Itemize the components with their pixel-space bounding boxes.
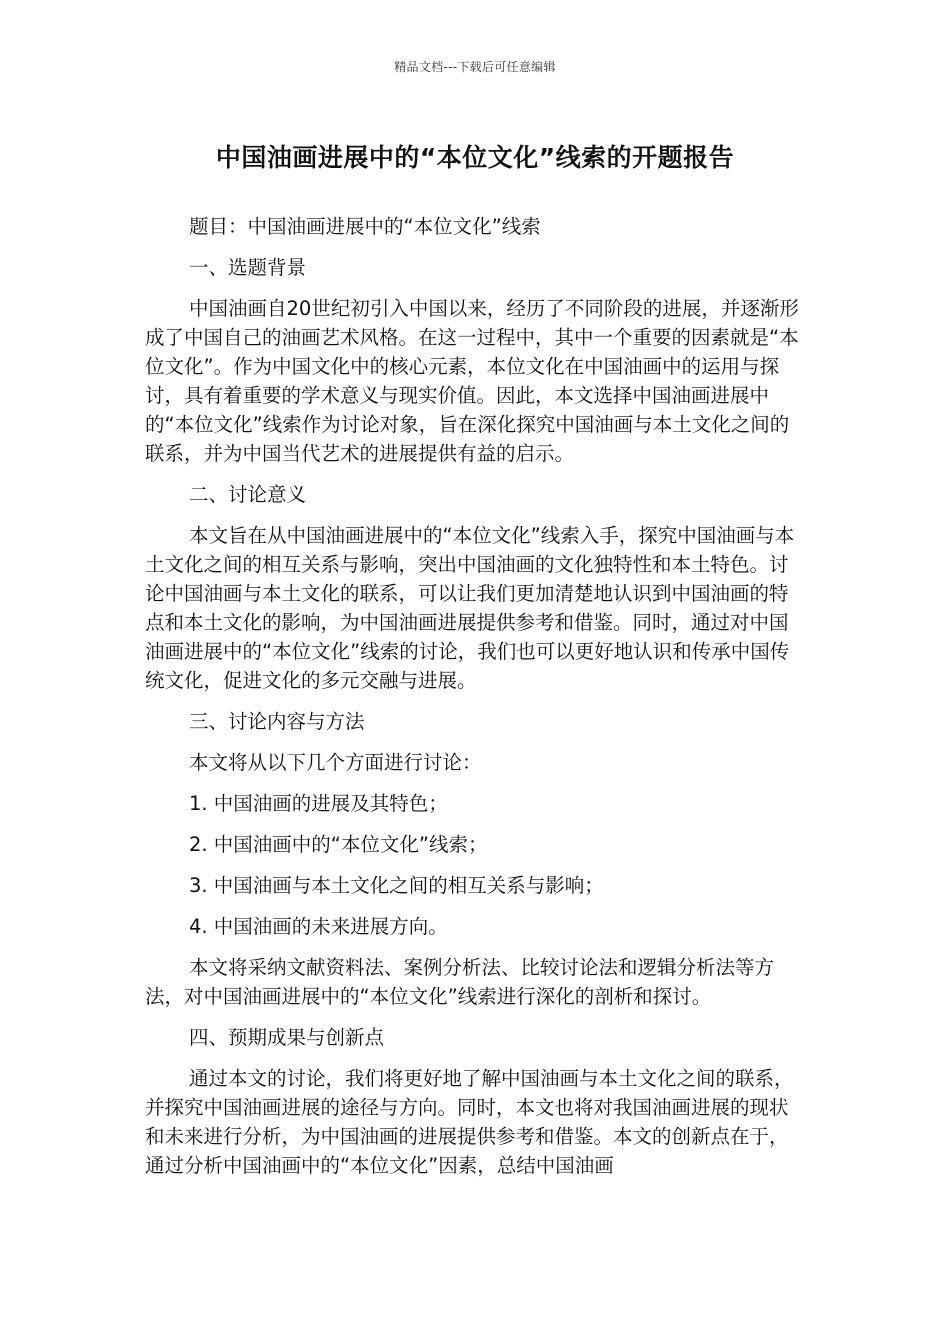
section2-paragraph: 本文旨在从中国油画进展中的“本位文化”线索入手，探究中国油画与本土文化之间的相互关系与影响，突出中国油画的文化独特性和本土特色。讨论中国油画与本土文化的联系，可以让我们更加清楚地认识到中国油画的特点和本土文化的影响，为中国油画进展提供参考和借鉴。同时，通过对中国油画进展中的“本位文化”线索的讨论，我们也可以更好地认识和传承中国传统文化，促进文化的多元交融与进展。 [145, 524, 795, 692]
list-item: 3. 中国油画与本土文化之间的相互关系与影响； [189, 874, 604, 897]
section1-paragraph: 中国油画自20世纪初引入中国以来，经历了不同阶段的进展，并逐渐形成了中国自己的油画艺术风格。在这一过程中，其中一个重要的因素就是“本位文化”。作为中国文化中的核心元素，本位文化在中国油画中的运用与探讨，具有着重要的学术意义与现实价值。因此，本文选择中国油画进展中的“本位文化”线索作为讨论对象，旨在深化探究中国油画与本土文化之间的联系，并为中国当代艺术的进展提供有益的启示。 [145, 297, 799, 465]
topic-line: 题目：中国油画进展中的“本位文化”线索 [189, 215, 541, 238]
section3-intro: 本文将从以下几个方面进行讨论： [189, 751, 482, 774]
header-watermark: 精品文档---下载后可任意编辑 [394, 60, 556, 74]
section3-heading: 三、讨论内容与方法 [189, 710, 365, 733]
document-title: 中国油画进展中的“本位文化”线索的开题报告 [215, 143, 735, 172]
document-body [145, 212, 807, 1192]
list-item: 1. 中国油画的进展及其特色； [189, 792, 448, 815]
section1-heading: 一、选题背景 [189, 256, 307, 279]
section4-heading: 四、预期成果与创新点 [189, 1026, 385, 1049]
section3-methods: 本文将采纳文献资料法、案例分析法、比较讨论法和逻辑分析法等方法，对中国油画进展中的“本位文化”线索进行深化的剖析和探讨。 [145, 956, 775, 1008]
section4-paragraph: 通过本文的讨论，我们将更好地了解中国油画与本土文化之间的联系，并探究中国油画进展的途径与方向。同时，本文也将对我国油画进展的现状和未来进行分析，为中国油画的进展提供参考和借鉴。本文的创新点在于，通过分析中国油画中的“本位文化”因素，总结中国油画 [145, 1067, 794, 1177]
section2-heading: 二、讨论意义 [189, 483, 307, 506]
list-item: 4. 中国油画的未来进展方向。 [189, 915, 448, 938]
list-item: 2. 中国油画中的“本位文化”线索； [189, 833, 488, 856]
